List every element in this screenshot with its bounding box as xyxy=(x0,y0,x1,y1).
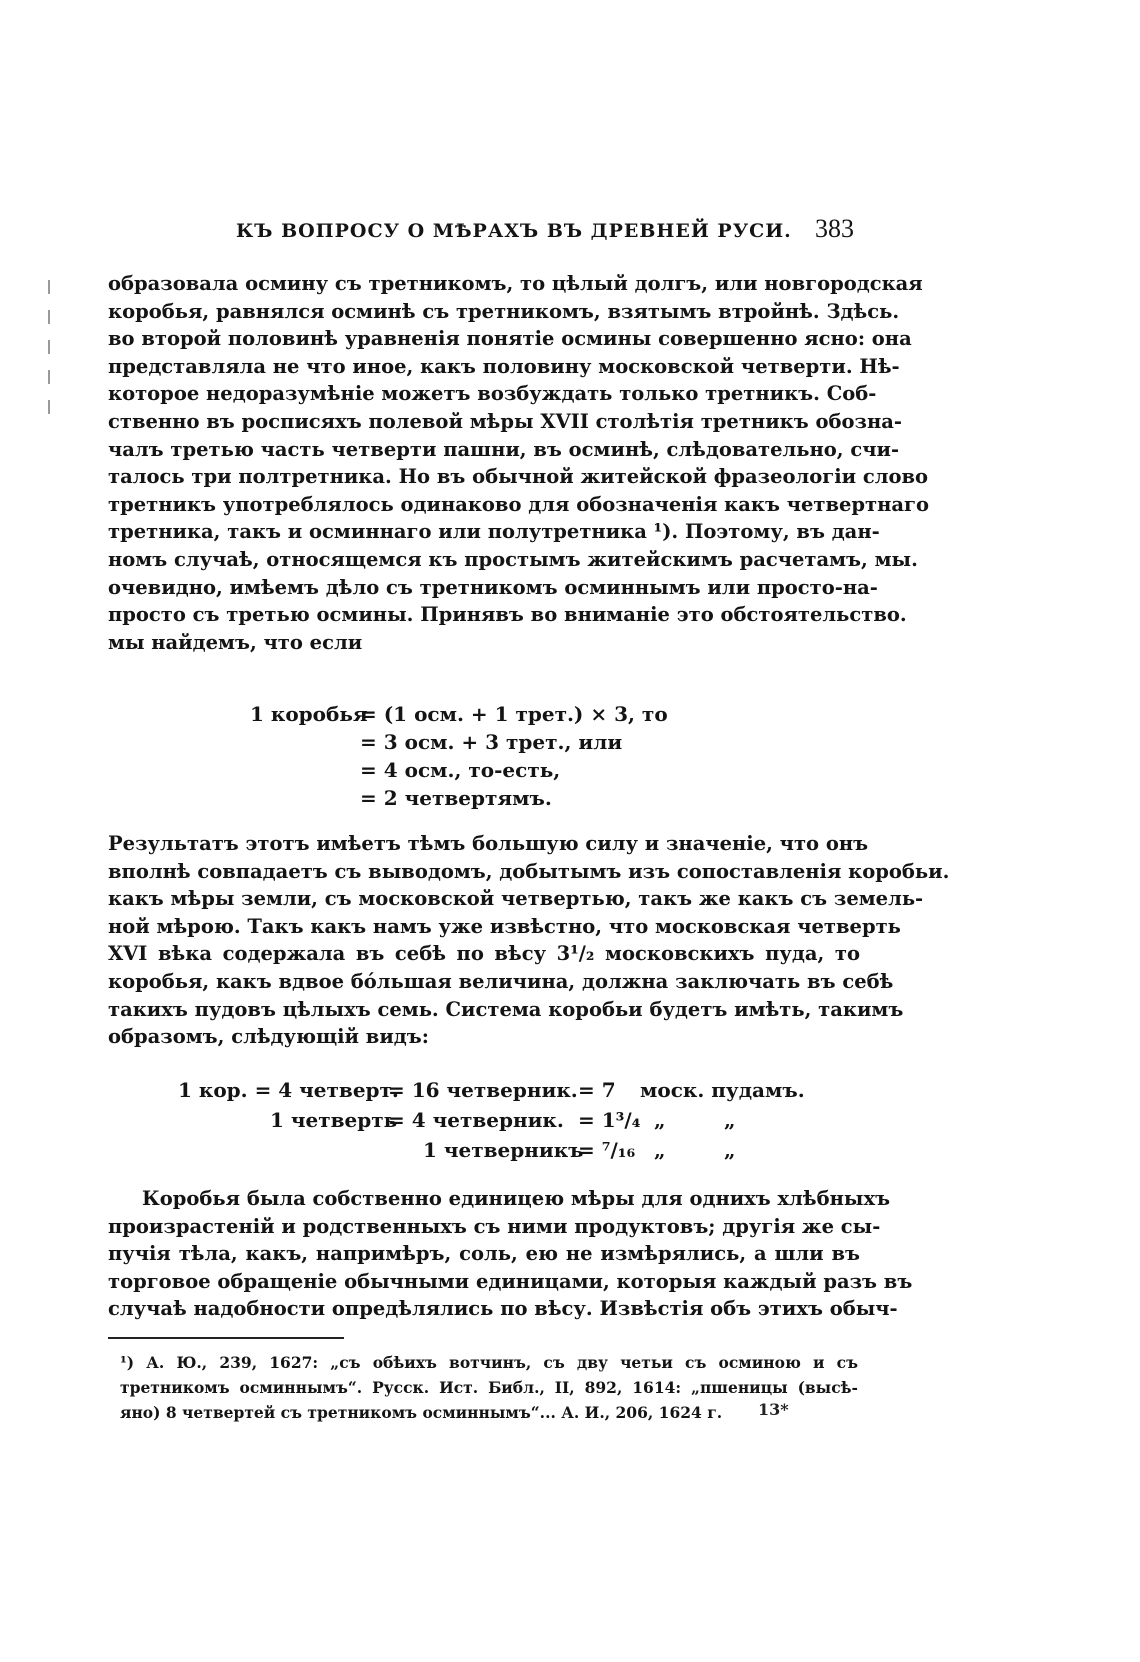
text-line: коробья, равнялся осминѣ съ третникомъ, взятымъ втройнѣ. Здѣсь. xyxy=(108,299,900,323)
text-line: третника, такъ и осминнаго или полутретника ¹). Поэтому, въ дан- xyxy=(108,520,880,544)
paragraph-3 xyxy=(108,1185,913,1323)
page-number: 383 xyxy=(815,214,854,243)
equation-cell: „ xyxy=(724,1108,736,1132)
text-line: мы найдемъ, что если xyxy=(108,630,363,654)
text-line: представляла не что иное, какъ половину московской четверти. Нѣ- xyxy=(108,354,900,378)
equation-row xyxy=(250,700,668,728)
equation-cell: = 7 xyxy=(578,1078,616,1102)
equation-cell: „ xyxy=(724,1138,736,1162)
equation-cell: 1 четверникъ xyxy=(423,1138,584,1162)
text-line: ной мѣрою. Такъ какъ намъ уже извѣстно, что московская четверть xyxy=(108,914,901,938)
equation-cell: = ⁷/₁₆ xyxy=(578,1138,636,1162)
text-line: торговое обращеніе обычными единицами, которыя каждый разъ въ xyxy=(108,1269,913,1293)
text-line: ственно въ росписяхъ полевой мѣры XVII столѣтія третникъ обозна- xyxy=(108,409,902,433)
text-line: случаѣ надобности опредѣлялись по вѣсу. Извѣстія объ этихъ обыч- xyxy=(108,1297,898,1321)
equation-row xyxy=(250,728,668,756)
running-head xyxy=(108,214,854,244)
footnotes xyxy=(120,1350,858,1425)
equation-cell: моск. пудамъ. xyxy=(640,1078,805,1102)
text-line: просто съ третью осмины. Принявъ во вниманіе это обстоятельство. xyxy=(108,603,907,627)
text-line: пучія тѣла, какъ, напримѣръ, соль, ею не измѣрялись, а шли въ xyxy=(108,1242,860,1266)
equation-rhs: = 4 осм., то-есть, xyxy=(360,758,561,782)
text-line: очевидно, имѣемъ дѣло съ третникомъ осминнымъ или просто-на- xyxy=(108,575,878,599)
equation-cell: „ xyxy=(654,1108,666,1132)
margin-mark xyxy=(48,280,50,294)
equation-cell: = 4 четверник. xyxy=(388,1108,564,1132)
paragraph-1 xyxy=(108,270,929,656)
equation-korobya xyxy=(250,700,668,812)
text-line: образомъ, слѣдующій видъ: xyxy=(108,1025,429,1049)
text-line: которое недоразумѣніе можетъ возбуждать только третникъ. Соб- xyxy=(108,382,877,406)
equation-cell: 1 четверть xyxy=(270,1108,398,1132)
text-line: во второй половинѣ уравненія понятіе осмины совершенно ясно: она xyxy=(108,327,912,351)
text-line: образовала осмину съ третникомъ, то цѣлый долгъ, или новгородская xyxy=(108,272,923,295)
text-line: Результатъ этотъ имѣетъ тѣмъ большую силу и значеніе, что онъ xyxy=(108,832,869,855)
text-line: коробья, какъ вдвое бóльшая величина, должна заключать въ себѣ xyxy=(108,969,894,993)
text-line: какъ мѣры земли, съ московской четвертью, такъ же какъ съ земель- xyxy=(108,887,924,911)
footnote-line: ¹) А. Ю., 239, 1627: „съ обѣихъ вотчинъ, съ дву четьи съ осминою и съ xyxy=(120,1353,858,1372)
footnote-line: третникомъ осминнымъ“. Русск. Ист. Библ., II, 892, 1614: „пшеницы (высѣ- xyxy=(120,1378,858,1397)
signature-mark: 13* xyxy=(758,1400,789,1419)
margin-mark xyxy=(48,340,50,354)
equation-lhs xyxy=(250,784,360,812)
footnote-rule xyxy=(108,1337,344,1339)
equation-lhs xyxy=(250,756,360,784)
equation-row xyxy=(250,756,668,784)
margin-mark xyxy=(48,310,50,324)
running-title: КЪ ВОПРОСУ О МѢРАХЪ ВЪ ДРЕВНЕЙ РУСИ. xyxy=(236,220,792,242)
text-line: Коробья была собственно единицею мѣры для однихъ хлѣбныхъ xyxy=(142,1187,891,1210)
equation-cell: = 16 четверник. xyxy=(388,1078,578,1102)
text-line: такихъ пудовъ цѣлыхъ семь. Система коробьи будетъ имѣть, такимъ xyxy=(108,997,904,1021)
equation-lhs: 1 коробья xyxy=(250,702,368,726)
footnote-line: яно) 8 четвертей съ третникомъ осминнымъ“... А. И., 206, 1624 г. xyxy=(120,1403,723,1422)
margin-mark xyxy=(48,370,50,384)
equation-lhs xyxy=(250,728,360,756)
equation-cell: „ xyxy=(654,1138,666,1162)
text-line: чалъ третью часть четверти пашни, въ осминѣ, слѣдовательно, счи- xyxy=(108,437,900,461)
equation-row xyxy=(250,784,668,812)
text-line: произрастеній и родственныхъ съ ними продуктовъ; другія же сы- xyxy=(108,1214,881,1238)
equation-rhs: = (1 осм. + 1 трет.) × 3, то xyxy=(360,702,668,726)
text-line: третникъ употреблялось одинаково для обозначенія какъ четвертнаго xyxy=(108,492,929,516)
equation-rhs: = 2 четвертямъ. xyxy=(360,786,552,810)
paragraph-2 xyxy=(108,830,950,1051)
text-line: талось три полтретника. Но въ обычной житейской фразеологіи слово xyxy=(108,465,929,489)
text-line: XVI вѣка содержала въ себѣ по вѣсу 3¹/₂ московскихъ пуда, то xyxy=(108,942,860,966)
text-line: номъ случаѣ, относящемся къ простымъ житейскимъ расчетамъ, мы. xyxy=(108,547,918,571)
equation-rhs: = 3 осм. + 3 трет., или xyxy=(360,730,623,754)
text-line: вполнѣ совпадаетъ съ выводомъ, добытымъ изъ сопоставленія коробьи. xyxy=(108,859,950,883)
equation-cell: 1 кор. = 4 четверт. xyxy=(178,1078,399,1102)
margin-mark xyxy=(48,400,50,414)
equation-cell: = 1³/₄ xyxy=(578,1108,641,1132)
